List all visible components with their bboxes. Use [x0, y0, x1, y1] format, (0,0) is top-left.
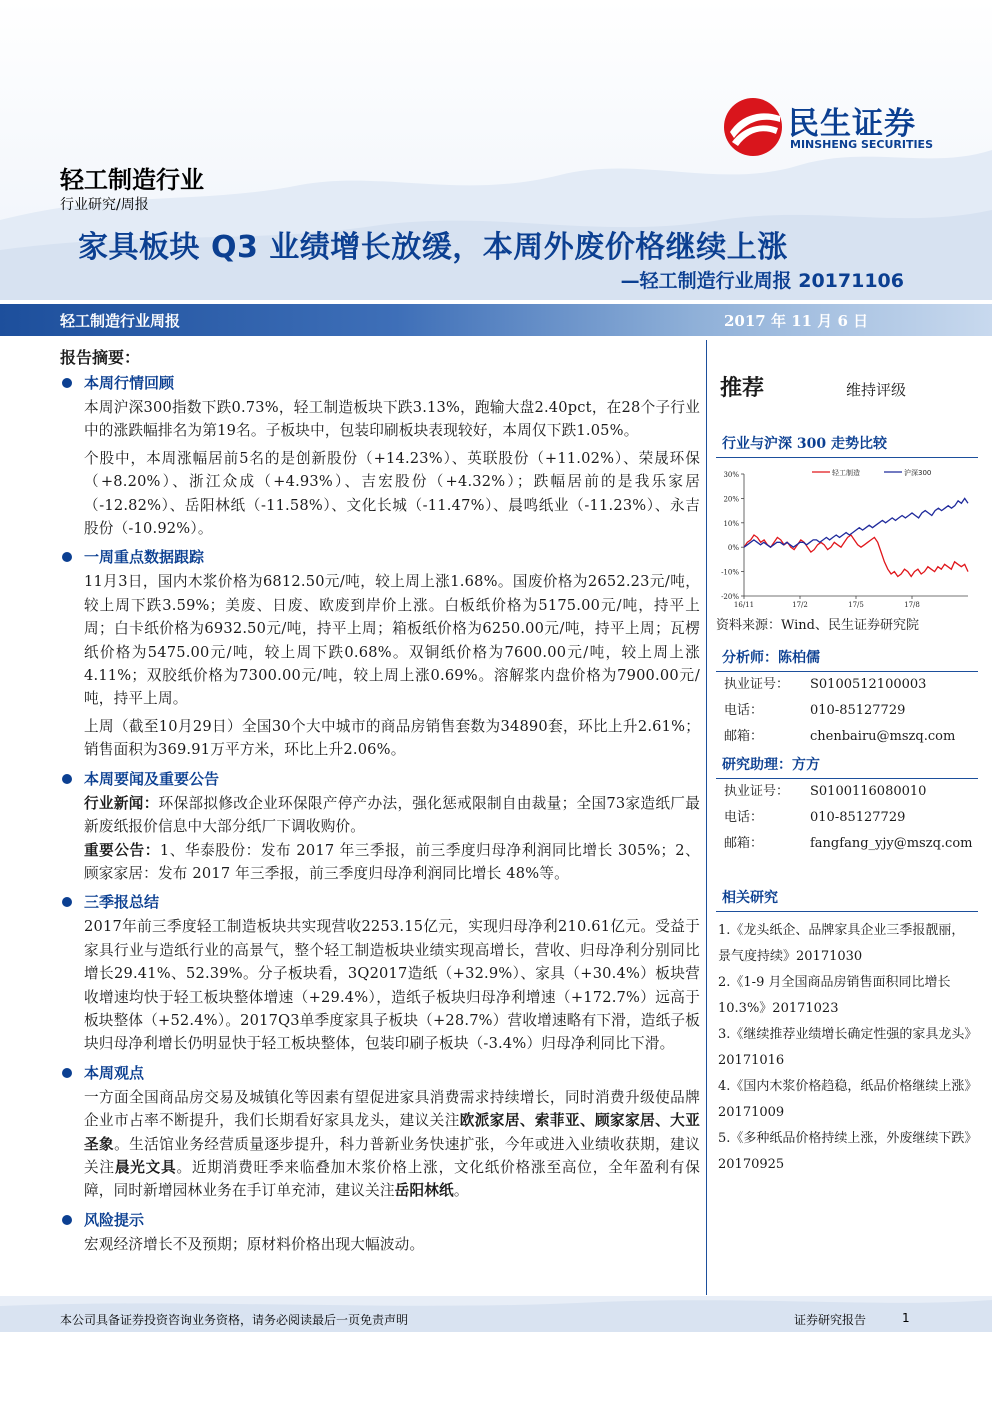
logo-english: MINSHENG SECURITIES [790, 138, 933, 151]
news-text: 环保部拟修改企业环保限产停产办法，强化惩戒限制自由裁量；全国73家造纸厂最新废纸报价信息中大部分纸厂下调收购价。 [84, 794, 700, 836]
contact-row [716, 831, 978, 857]
analyst-heading: 分析师：陈柏儒 [716, 643, 978, 672]
stock-highlight: 晨光文具 [114, 1158, 177, 1176]
paragraph: 本周沪深300指数下跌0.73%，轻工制造板块下跌3.13%，跑输大盘2.40pct，在28个子行业中的涨跌幅排名为第19名。子板块中，包装印刷板块表现较好，本周仅下跌1.05%。 [84, 399, 700, 440]
email-link[interactable]: chenbairu@mszq.com [810, 729, 956, 744]
legend-label: 轻工制造 [832, 469, 860, 477]
chart-source: 资料来源：Wind、民生证券研究院 [716, 618, 919, 633]
report-date: 2017 年 11 月 6 日 [724, 312, 869, 330]
text-run: 。 [453, 1182, 469, 1200]
trend-chart-svg [716, 462, 978, 612]
section-heading-view [60, 1062, 700, 1084]
legend-label: 沪深300 [904, 469, 932, 477]
stock-highlight: 欧派家居、索菲亚、顾家家居、大亚圣象 [84, 1112, 700, 1153]
contact-key: 电话： [724, 810, 764, 825]
contact-value: 010-85127729 [810, 810, 906, 825]
x-tick-label: 16/11 [733, 601, 755, 609]
report-title: 家具板块 Q3 业绩增长放缓，本周外废价格继续上涨 [78, 230, 788, 265]
text-run: 。近期消费旺季来临叠加木浆价格上涨，文化纸价格涨至高位，全年盈利有保障，同时新增园林业务在手订单充沛，建议关注 [84, 1158, 700, 1200]
sidebar-column [716, 345, 978, 1178]
contact-key: 邮箱： [724, 729, 764, 744]
footer-report-label: 证券研究报告 [794, 1313, 867, 1327]
series-line [744, 498, 968, 547]
section-title: 风险提示 [84, 1210, 145, 1229]
section-heading-data [60, 546, 700, 568]
industry-name: 轻工制造行业 [60, 166, 204, 194]
section-heading-news [60, 768, 700, 790]
rating: 推荐 [720, 376, 765, 401]
contact-row [716, 672, 978, 698]
brand-logo [722, 96, 962, 156]
rating-box [716, 345, 978, 425]
series-line [744, 535, 968, 577]
email-link[interactable]: fangfang_yjy@mszq.com [810, 836, 973, 851]
contact-value: 010-85127729 [810, 703, 906, 718]
contact-row [716, 805, 978, 831]
bullet-icon [62, 1215, 72, 1225]
section-heading-q3 [60, 891, 700, 913]
bullet-icon [62, 552, 72, 562]
announcement-label: 重要公告： [84, 841, 160, 859]
related-item[interactable]: 3.《继续推荐业绩增长确定性强的家具龙头》20171016 [718, 1027, 971, 1068]
paragraph [60, 839, 700, 886]
assistant-heading: 研究助理：方方 [716, 750, 978, 779]
analyst-contact [716, 672, 978, 750]
paragraph: 11月3日，国内木浆价格为6812.50元/吨，较上周上涨1.68%。国废价格为2652.23元/吨，较上周下跌3.59%；美废、日废、欧废到岸价上涨。白板纸价格为5175.00元/吨，持平上周；白卡纸价格为6932.50元/吨，持平上周；箱板纸价格为6250.00元/吨，持平上周；瓦楞纸价格为5475.00元/吨，较上周下跌0.68%。双铜纸价格为7600.00元/吨，较上周上涨4.11%；双胶纸价格为7300.00元/吨，较上周上涨0.69%。溶解浆内盘价格为7900.00元/吨，持平上周。 [84, 573, 700, 708]
section-heading-risk [60, 1209, 700, 1231]
bullet-icon [62, 1068, 72, 1078]
text-run: 一方面全国商品房交易及城镇化等因素有望促进家具消费需求持续增长，同时消费升级使品牌企业市占率不断提升，我们长期看好家具龙头，建议关注 [84, 1088, 700, 1130]
chart-heading: 行业与沪深 300 走势比较 [716, 429, 978, 458]
contact-key: 执业证号： [724, 677, 790, 692]
paragraph: 个股中，本周涨幅居前5名的是创新股份（+14.23%）、英联股份（+11.02%）、荣晟环保（+8.20%）、浙江众成（+4.93%）、吉宏股份（+4.32%）；跌幅居前的是我乐家居（-12.82%）、岳阳林纸（-11.58%）、文化长城（-11.47%）、晨鸣纸业（-11.23%）、永吉股份（-10.92%）。 [84, 449, 700, 538]
disclaimer-note: 本公司具备证券投资咨询业务资格，请务必阅读最后一页免责声明 [60, 1313, 409, 1327]
report-subtitle: —轻工制造行业周报 20171106 [620, 270, 904, 292]
related-research-list [716, 918, 978, 1178]
title-band [0, 304, 992, 336]
document-type: 行业研究/周报 [60, 197, 149, 213]
page-number: 1 [902, 1311, 910, 1325]
contact-row [716, 779, 978, 805]
section-title: 一周重点数据跟踪 [84, 548, 205, 567]
y-tick-label: 10% [723, 519, 739, 528]
related-heading: 相关研究 [716, 883, 978, 912]
section-title: 本周要闻及重要公告 [84, 769, 220, 788]
contact-key: 邮箱： [724, 836, 764, 851]
logo-name: 民生证券 [788, 106, 916, 142]
y-tick-label: 20% [723, 495, 739, 504]
section-title: 本周行情回顾 [84, 374, 175, 392]
paragraph: 宏观经济增长不及预期；原材料价格出现大幅波动。 [84, 1235, 425, 1253]
summary-column [60, 345, 700, 1256]
column-divider [706, 340, 707, 1295]
y-tick-label: 30% [723, 471, 739, 479]
contact-value: S0100512100003 [810, 677, 927, 692]
related-item[interactable]: 5.《多种纸品价格持续上涨，外废继续下跌》20170925 [718, 1131, 971, 1172]
y-tick-label: 0% [727, 544, 739, 553]
news-label: 行业新闻： [84, 794, 159, 812]
x-tick-label: 17/5 [848, 601, 864, 609]
related-item[interactable]: 1.《龙头纸企、品牌家具企业三季报靓丽，景气度持续》20171030 [718, 923, 965, 964]
contact-row [716, 724, 978, 750]
summary-heading: 报告摘要： [60, 348, 141, 367]
y-tick-label: -20% [721, 593, 739, 601]
related-item[interactable]: 4.《国内木浆价格趋稳，纸品价格继续上涨》20171009 [718, 1079, 971, 1120]
paragraph: 上周（截至10月29日）全国30个大中城市的商品房销售套数为34890套，环比上升2.61%；销售面积为369.91万平方米，环比上升2.06%。 [84, 717, 700, 759]
bullet-icon [62, 897, 72, 907]
paragraph [60, 792, 700, 839]
bullet-icon [62, 774, 72, 784]
related-item[interactable]: 2.《1-9 月全国商品房销售面积同比增长 10.3%》20171023 [718, 975, 951, 1016]
contact-key: 电话： [724, 703, 764, 718]
contact-value: S0100116080010 [810, 784, 927, 799]
y-tick-label: -10% [721, 568, 739, 577]
section-title: 三季报总结 [84, 893, 160, 912]
announcement-text: 1、华泰股份：发布 2017 年三季报，前三季度归母净利润同比增长 305%；2、顾家家居：发布 2017 年三季报，前三季度归母净利润同比增长 48%等。 [84, 841, 700, 882]
band-label: 轻工制造行业周报 [60, 312, 181, 330]
bullet-icon [62, 378, 72, 388]
x-tick-label: 17/8 [904, 601, 920, 609]
section-title: 本周观点 [84, 1063, 145, 1082]
rating-note: 维持评级 [846, 381, 907, 399]
assistant-contact [716, 779, 978, 857]
paragraph [60, 1086, 700, 1203]
contact-key: 执业证号： [724, 784, 790, 799]
contact-row [716, 698, 978, 724]
paragraph: 2017年前三季度轻工制造板块共实现营收2253.15亿元，实现归母净利210.61亿元。受益于家具行业与造纸行业的高景气，整个轻工制造板块业绩实现高增长，营收、归母净利分别同比增长29.41%、52.39%。分子板块看，3Q2017造纸（+32.9%）、家具（+30.4%）板块营收增速均快于轻工板块整体增速（+29.4%），造纸子板块归母净利增速（+172.7%）远高于板块整体（+52.4%）。2017Q3单季度家具子板块（+28.7%）营收增速略有下滑，造纸子板块归母净利增长仍明显快于轻工板块整体，包装印刷子板块（-3.4%）归母净利同比下滑。 [84, 918, 700, 1053]
stock-highlight: 岳阳林纸 [394, 1182, 454, 1200]
section-heading-market [60, 372, 700, 394]
x-tick-label: 17/2 [792, 601, 808, 609]
trend-chart [716, 462, 978, 612]
text-run: 。生活馆业务经营质量逐步提升，科力普新业务快速扩张，今年或进入业绩收获期，建议关注 [84, 1135, 700, 1176]
logo-mark-icon [722, 96, 784, 158]
